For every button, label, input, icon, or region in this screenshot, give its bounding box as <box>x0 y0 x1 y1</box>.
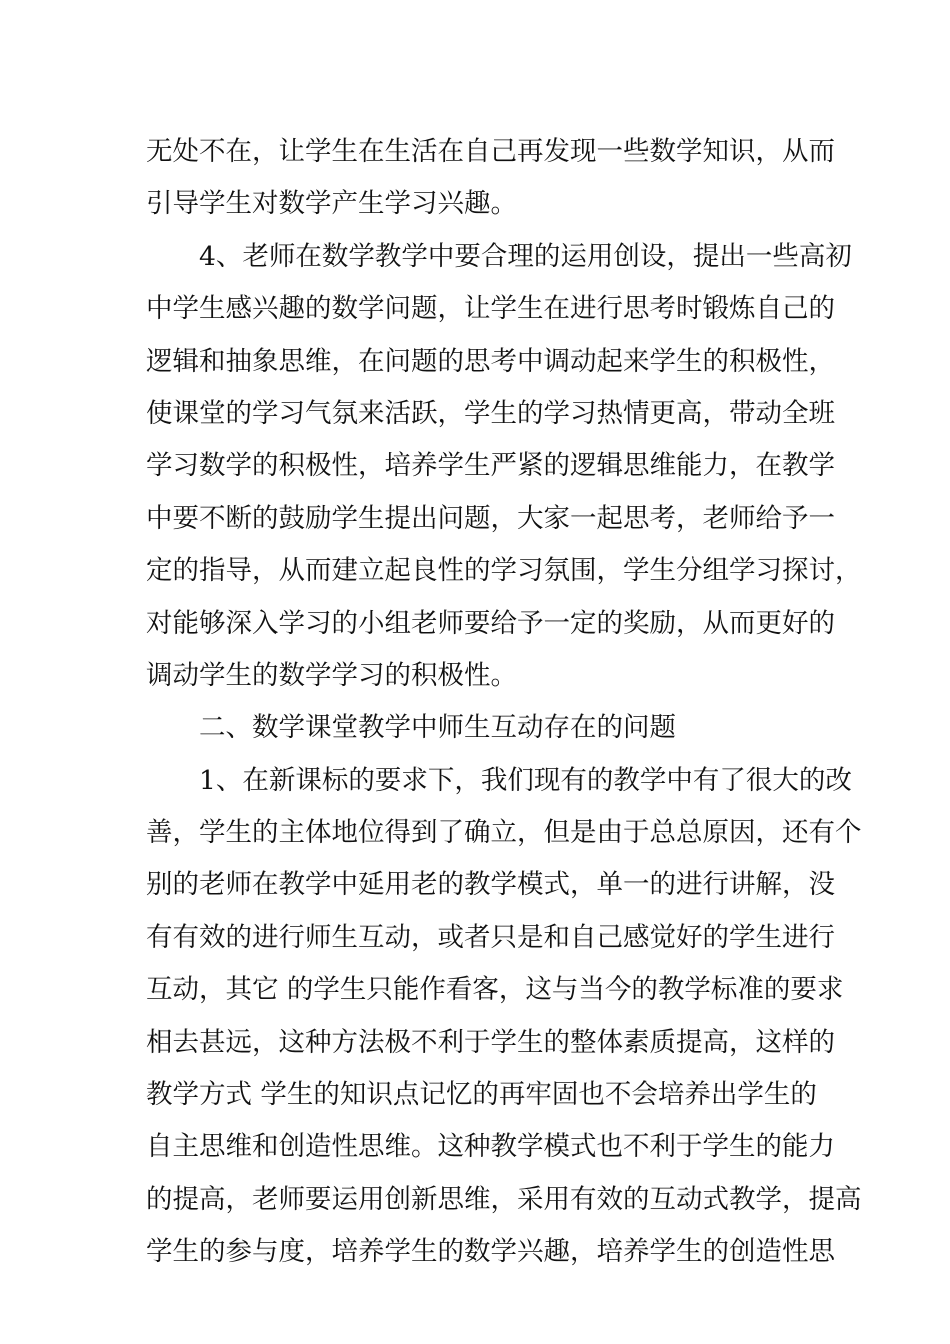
text-line: 相去甚远，这种方法极不利于学生的整体素质提高，这样的 <box>146 1026 835 1058</box>
text-line: 有有效的进行师生互动，或者只是和自己感觉好的学生进行 <box>146 921 835 953</box>
text-line: 无处不在，让学生在生活在自己再发现一些数学知识，从而 <box>146 136 835 167</box>
text-line: 善，学生的主体地位得到了确立，但是由于总总原因，还有个 <box>146 817 862 849</box>
text-line: 中要不断的鼓励学生提出问题，大家一起思考，老师给予一 <box>146 502 835 534</box>
body-text <box>146 126 862 1279</box>
text-line: 定的指导，从而建立起良性的学习氛围，学生分组学习探讨， <box>146 555 862 587</box>
text-line: 别的老师在教学中延用老的教学模式，单一的进行讲解，没 <box>146 869 835 901</box>
paragraph-start-line: 4、老师在数学教学中要合理的运用创设，提出一些高初 <box>199 240 852 272</box>
text-line: 的提高，老师要运用创新思维，采用有效的互动式教学，提高 <box>146 1183 862 1215</box>
text-line: 使课堂的学习气氛来活跃，学生的学习热情更高，带动全班 <box>146 397 835 429</box>
text-line: 中学生感兴趣的数学问题，让学生在进行思考时锻炼自己的 <box>146 293 835 325</box>
section-heading: 二、数学课堂教学中师生互动存在的问题 <box>199 712 676 744</box>
text-line: 自主思维和创造性思维。这种教学模式也不利于学生的能力 <box>146 1131 835 1163</box>
text-line: 学生的参与度，培养学生的数学兴趣，培养学生的创造性思 <box>146 1236 835 1268</box>
text-line: 引导学生对数学产生学习兴趣。 <box>146 188 517 220</box>
text-line: 逻辑和抽象思维，在问题的思考中调动起来学生的积极性， <box>146 345 835 377</box>
paragraph-start-line: 1、在新课标的要求下，我们现有的教学中有了很大的改 <box>199 764 852 796</box>
text-line: 对能够深入学习的小组老师要给予一定的奖励，从而更好的 <box>146 607 835 639</box>
text-line: 教学方式 学生的知识点记忆的再牢固也不会培养出学生的 <box>146 1079 817 1111</box>
text-line: 调动学生的数学学习的积极性。 <box>146 659 517 691</box>
text-line: 互动，其它 的学生只能作看客，这与当今的教学标准的要求 <box>146 974 844 1006</box>
text-line: 学习数学的积极性，培养学生严紧的逻辑思维能力，在教学 <box>146 450 835 482</box>
